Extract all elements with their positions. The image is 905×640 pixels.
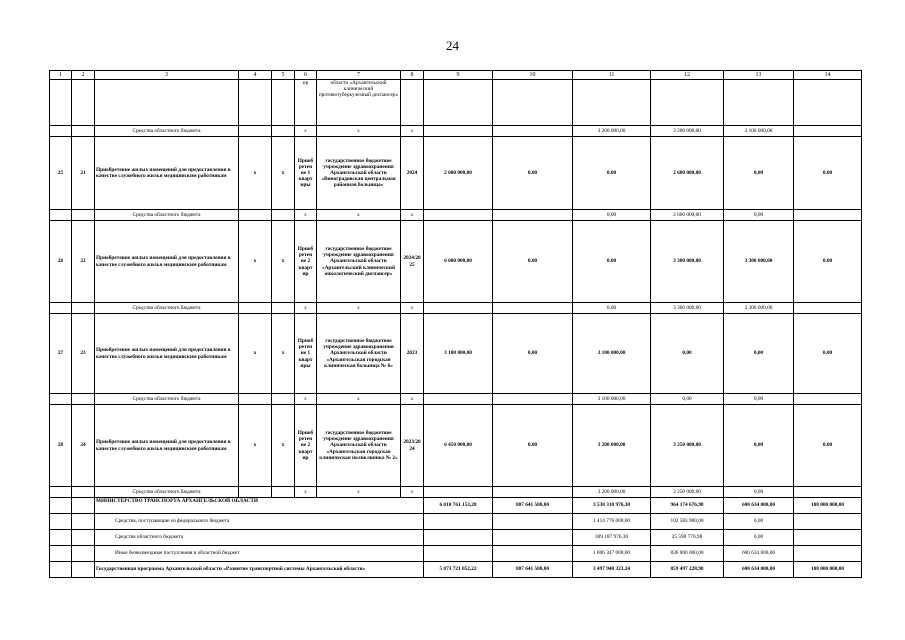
amount-cell: 3 250 000,00 xyxy=(651,405,724,487)
header-cell: 14 xyxy=(794,71,862,80)
amount-cell: 807 641 500,00 xyxy=(493,562,573,578)
amount-cell: 3 200 000,00 xyxy=(573,405,651,487)
amount-cell: 3 200 000,00 xyxy=(573,126,651,137)
amount-cell: 0,00 xyxy=(724,210,794,221)
cell-x: х xyxy=(317,303,401,314)
amount-cell: 108 000 000,00 xyxy=(794,498,862,514)
amount-cell: 807 641 500,00 xyxy=(493,498,573,514)
amount-cell: 0,00 xyxy=(794,405,862,487)
header-cell: 11 xyxy=(573,71,651,80)
cell-x: х xyxy=(295,210,317,221)
amount-cell: 0,00 xyxy=(493,314,573,394)
amount-cell: 6 450 000,00 xyxy=(424,405,493,487)
amount-cell: 3 300 000,00 xyxy=(651,221,724,303)
ministry-row xyxy=(50,498,862,514)
amount-cell: 0,00 xyxy=(724,405,794,487)
amount-cell: 0,00 xyxy=(573,221,651,303)
amount-cell: 836 000 000,00 xyxy=(651,546,724,562)
amount-cell: 0,00 xyxy=(493,137,573,210)
header-cell: 10 xyxy=(493,71,573,80)
amount-cell: 964 174 676,98 xyxy=(651,498,724,514)
continuation-action: ир xyxy=(295,80,317,126)
amount-cell: 3 100 000,00 xyxy=(724,126,794,137)
action-cell: Приоб ретен ие 1 кварт иры xyxy=(295,137,317,210)
funding-row xyxy=(50,126,862,137)
funding-label: Средства областного бюджета xyxy=(95,126,239,137)
cell-x: х xyxy=(317,126,401,137)
amount-cell: 0,00 xyxy=(573,210,651,221)
header-cell: 4 xyxy=(239,71,272,80)
row-number: 25 xyxy=(50,137,72,210)
amount-cell: 3 250 000,00 xyxy=(651,487,724,498)
cell-x: х xyxy=(317,487,401,498)
page-number: 24 xyxy=(446,38,459,53)
header-cell: 13 xyxy=(724,71,794,80)
action-cell: Приоб ретен ие 2 кварт ир xyxy=(295,405,317,487)
year-cell: 2024/20 25 xyxy=(401,221,424,303)
header-cell: 7 xyxy=(317,71,401,80)
budget-table xyxy=(49,70,862,578)
action-cell: Приоб ретен ие 2 кварт ир xyxy=(295,221,317,303)
amount-cell: 6 010 761 153,28 xyxy=(424,498,493,514)
institution-cell: государственное бюджетное учреждение здравоохранения Архангельской области «Архангельская городская клиническая больница № 6» xyxy=(317,314,401,394)
amount-cell: 0,00 xyxy=(493,405,573,487)
cell-x: х xyxy=(272,137,295,210)
cell-x: х xyxy=(401,303,424,314)
item-row xyxy=(50,405,862,487)
header-cell: 3 xyxy=(95,71,239,80)
item-name: Приобретение жилых помещений для предоставления в качестве служебного жилья медицинским работникам xyxy=(95,405,239,487)
amount-cell: 6 600 000,00 xyxy=(424,221,493,303)
cell-x: х xyxy=(317,394,401,405)
institution-cell: государственное бюджетное учреждение здравоохранения Архангельской области «Архангельская городская клиническая поликлиника № 2» xyxy=(317,405,401,487)
institution-cell: государственное бюджетное учреждение здравоохранения Архангельской области «Архангельский клинический онкологический диспансер» xyxy=(317,221,401,303)
row-number: 28 xyxy=(50,405,72,487)
amount-cell: 600 634 000,00 xyxy=(724,498,794,514)
amount-cell: 3 200 000,00 xyxy=(651,126,724,137)
year-cell: 2024 xyxy=(401,137,424,210)
amount-cell: 3 300 000,00 xyxy=(724,221,794,303)
cell-x: х xyxy=(401,126,424,137)
cell-x: х xyxy=(239,314,272,394)
amount-cell: 3 530 310 976,30 xyxy=(573,498,651,514)
amount-cell: 1 806 347 000,00 xyxy=(573,546,651,562)
funding-label: Средства областного бюджета xyxy=(95,530,424,546)
amount-cell: 600 634 000,00 xyxy=(724,562,794,578)
amount-cell: 3 497 948 323,24 xyxy=(573,562,651,578)
continuation-institution: области «Архангельский клинический противотуберкулезный диспансер» xyxy=(317,80,401,126)
header-cell: 1 xyxy=(50,71,72,80)
amount-cell: 0,00 xyxy=(794,221,862,303)
amount-cell: 0,00 xyxy=(794,314,862,394)
action-cell: Приоб ретен ие 1 кварт иры xyxy=(295,314,317,394)
row-number: 27 xyxy=(50,314,72,394)
funding-label: Средства, поступающие из федерального бюджета xyxy=(95,514,424,530)
amount-cell: 3 100 000,00 xyxy=(424,314,493,394)
cell-x: х xyxy=(295,394,317,405)
header-cell: 6 xyxy=(295,71,317,80)
funding-row xyxy=(50,546,862,562)
funding-label: Средства областного бюджета xyxy=(95,210,239,221)
program-label: Государственная программа Архангельской области «Развитие транспортной системы Архангельской области» xyxy=(95,562,424,578)
item-name: Приобретение жилых помещений для предоставления в качестве служебного жилья медицинским работникам xyxy=(95,137,239,210)
funding-row xyxy=(50,303,862,314)
amount-cell: 309 187 976,30 xyxy=(573,530,651,546)
row-number: 26 xyxy=(50,221,72,303)
item-row xyxy=(50,137,862,210)
cell-x: х xyxy=(272,405,295,487)
cell-x: х xyxy=(272,314,295,394)
amount-cell: 3 300 000,00 xyxy=(724,303,794,314)
sub-number: 24 xyxy=(72,405,95,487)
cell-x: х xyxy=(401,394,424,405)
cell-x: х xyxy=(295,126,317,137)
institution-cell: государственное бюджетное учреждение здравоохранения Архангельской области «Виноградовская центральная районная больница» xyxy=(317,137,401,210)
amount-cell: 108 000 000,00 xyxy=(794,562,862,578)
header-cell: 12 xyxy=(651,71,724,80)
funding-label: Иные безвозмездные поступления в областной бюджет xyxy=(95,546,424,562)
header-cell: 9 xyxy=(424,71,493,80)
cell-x: х xyxy=(272,221,295,303)
amount-cell: 2 600 000,00 xyxy=(651,210,724,221)
sub-number: 22 xyxy=(72,221,95,303)
cell-x: х xyxy=(317,210,401,221)
ministry-label: МИНИСТЕРСТВО ТРАНСПОРТА АРХАНГЕЛЬСКОЙ ОБЛАСТИ xyxy=(95,498,424,514)
amount-cell: 102 583 900,00 xyxy=(651,514,724,530)
amount-cell: 3 200 000,00 xyxy=(573,487,651,498)
amount-cell: 0,00 xyxy=(724,530,794,546)
amount-cell: 859 497 228,98 xyxy=(651,562,724,578)
amount-cell: 0,00 xyxy=(651,314,724,394)
amount-cell: 0,00 xyxy=(724,314,794,394)
item-row xyxy=(50,314,862,394)
year-cell: 2023/20 24 xyxy=(401,405,424,487)
amount-cell: 0,00 xyxy=(794,137,862,210)
cell-x: х xyxy=(401,210,424,221)
cell-x: х xyxy=(239,405,272,487)
amount-cell: 0,00 xyxy=(724,137,794,210)
sub-number: 21 xyxy=(72,137,95,210)
year-cell: 2023 xyxy=(401,314,424,394)
amount-cell: 0,00 xyxy=(724,394,794,405)
header-cell: 8 xyxy=(401,71,424,80)
amount-cell: 2 600 000,00 xyxy=(424,137,493,210)
cell-x: х xyxy=(239,221,272,303)
sub-number: 23 xyxy=(72,314,95,394)
amount-cell: 0,00 xyxy=(573,137,651,210)
amount-cell: 3 300 000,00 xyxy=(651,303,724,314)
funding-label: Средства областного бюджета xyxy=(95,303,239,314)
amount-cell: 0,00 xyxy=(493,221,573,303)
amount-cell: 25 590 776,98 xyxy=(651,530,724,546)
continuation-row xyxy=(50,80,862,126)
funding-row xyxy=(50,210,862,221)
amount-cell: 0,00 xyxy=(724,487,794,498)
amount-cell: 3 100 000,00 xyxy=(573,314,651,394)
funding-row xyxy=(50,394,862,405)
amount-cell: 5 873 721 052,22 xyxy=(424,562,493,578)
funding-row xyxy=(50,487,862,498)
header-row xyxy=(50,71,862,80)
amount-cell: 3 100 000,00 xyxy=(573,394,651,405)
item-name: Приобретение жилых помещений для предоставления в качестве служебного жилья медицинским работникам xyxy=(95,221,239,303)
header-cell: 2 xyxy=(72,71,95,80)
amount-cell: 0,00 xyxy=(724,514,794,530)
funding-label: Средства областного бюджета xyxy=(95,487,239,498)
amount-cell: 1 414 776 000,00 xyxy=(573,514,651,530)
item-row xyxy=(50,221,862,303)
funding-label: Средства областного бюджета xyxy=(95,394,239,405)
cell-x: х xyxy=(401,487,424,498)
amount-cell: 0,00 xyxy=(651,394,724,405)
item-name: Приобретение жилых помещений для предоставления в качестве служебного жилья медицинским работникам xyxy=(95,314,239,394)
amount-cell: 0,00 xyxy=(573,303,651,314)
cell-x: х xyxy=(295,487,317,498)
cell-x: х xyxy=(295,303,317,314)
funding-row xyxy=(50,514,862,530)
amount-cell: 600 634 000,00 xyxy=(724,546,794,562)
header-cell: 5 xyxy=(272,71,295,80)
amount-cell: 2 600 000,00 xyxy=(651,137,724,210)
program-row xyxy=(50,562,862,578)
cell-x: х xyxy=(239,137,272,210)
funding-row xyxy=(50,530,862,546)
